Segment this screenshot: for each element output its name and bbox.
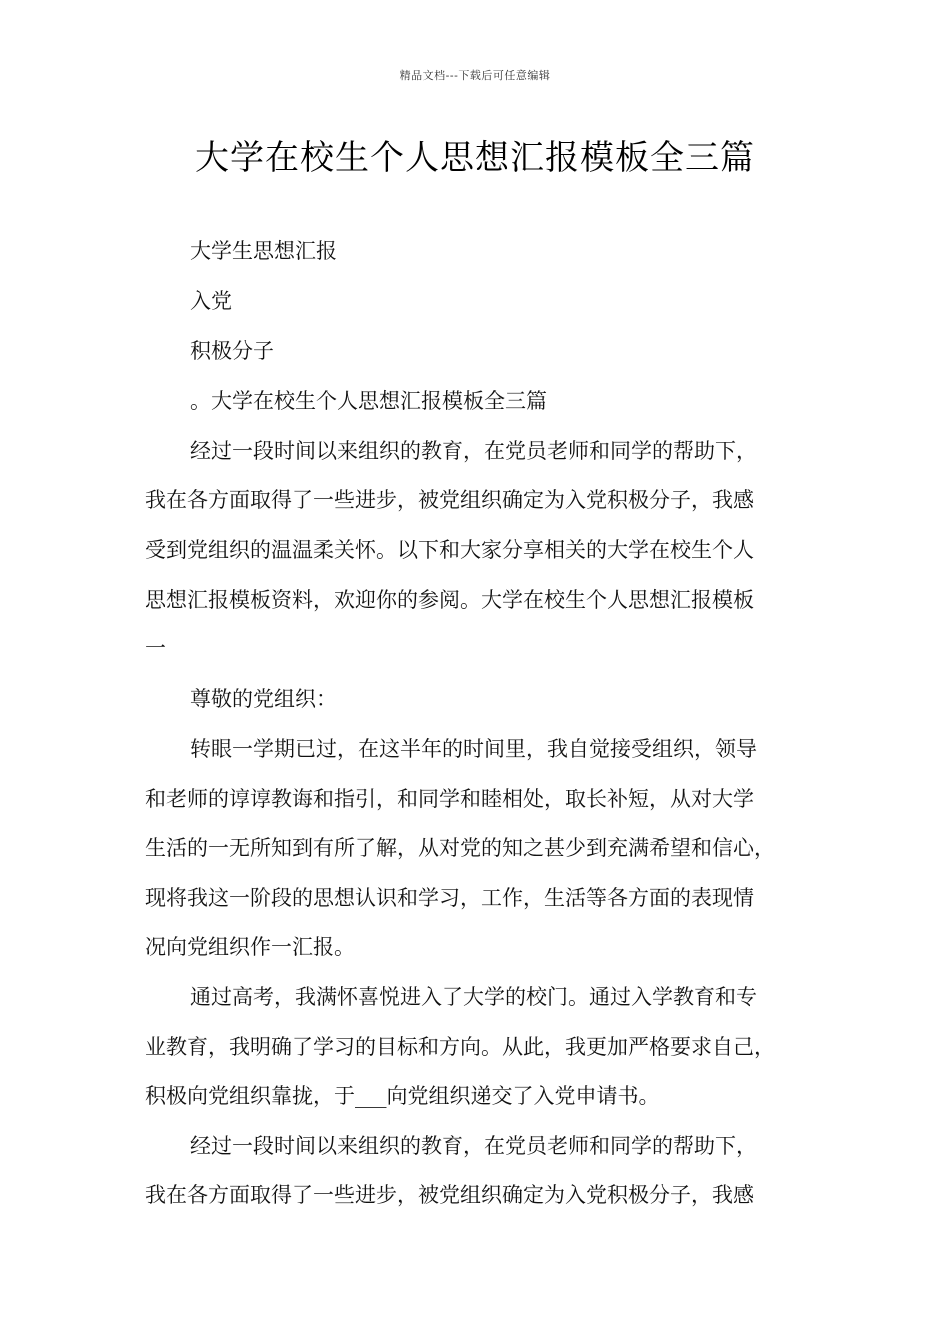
- text-line: 通过高考，我满怀喜悦进入了大学的校门。通过入学教育和专: [190, 985, 757, 1009]
- text-line: 我在各方面取得了一些进步，被党组织确定为入党积极分子，我感: [145, 1183, 754, 1207]
- document-title: 大学在校生个人思想汇报模板全三篇: [195, 138, 755, 178]
- text-line: 经过一段时间以来组织的教育，在党员老师和同学的帮助下，: [190, 1134, 757, 1158]
- text-line: 一: [145, 636, 166, 660]
- text-line: 大学生思想汇报: [190, 239, 337, 263]
- text-line: 业教育，我明确了学习的目标和方向。从此，我更加严格要求自己，: [145, 1035, 775, 1059]
- text-line: 生活的一无所知到有所了解，从对党的知之甚少到充满希望和信心，: [145, 836, 775, 860]
- text-line: 现将我这一阶段的思想认识和学习，工作，生活等各方面的表现情: [145, 886, 754, 910]
- text-line: 经过一段时间以来组织的教育，在党员老师和同学的帮助下，: [190, 439, 757, 463]
- text-line: 思想汇报模板资料，欢迎你的参阅。大学在校生个人思想汇报模板: [145, 588, 754, 612]
- text-line: 。大学在校生个人思想汇报模板全三篇: [190, 389, 547, 413]
- text-line: 转眼一学期已过，在这半年的时间里，我自觉接受组织，领导: [190, 737, 757, 761]
- text-line: 受到党组织的温温柔关怀。以下和大家分享相关的大学在校生个人: [145, 538, 754, 562]
- text-line: 尊敬的党组织：: [190, 687, 337, 711]
- header-note: 精品文档---下载后可任意编辑: [399, 69, 551, 82]
- text-line: 入党: [190, 289, 232, 313]
- text-line: 我在各方面取得了一些进步，被党组织确定为入党积极分子，我感: [145, 488, 754, 512]
- text-line: 积极分子: [190, 339, 274, 363]
- text-line: 况向党组织作一汇报。: [145, 935, 355, 959]
- text-line: 和老师的谆谆教诲和指引，和同学和睦相处，取长补短，从对大学: [145, 787, 754, 811]
- text-line: 积极向党组织靠拢，于___向党组织递交了入党申请书。: [145, 1084, 660, 1108]
